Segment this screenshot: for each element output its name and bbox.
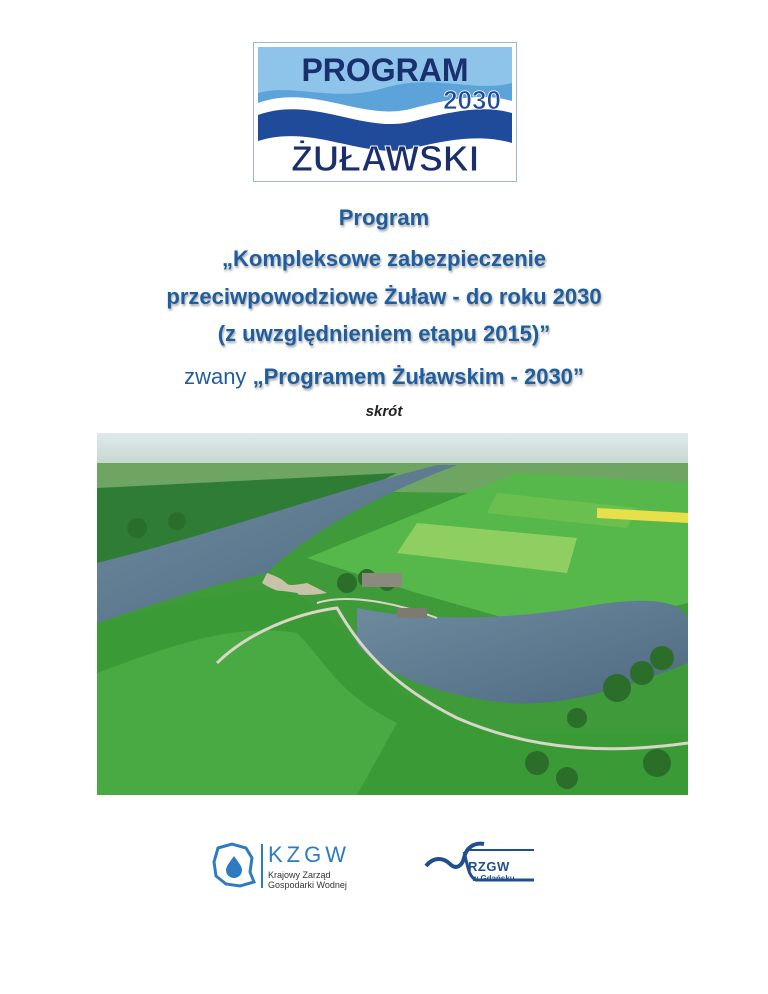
kzgw-name: KZGW [268,842,350,867]
aerial-photo-graphic [97,433,688,795]
subtitle [40,362,728,392]
kzgw-divider [261,844,263,888]
rzgw-name: RZGW [468,859,510,874]
kzgw-logo [212,842,372,890]
kzgw-full-name-line-2: Gospodarki Wodnej [268,880,347,890]
rzgw-location: w Gdańsku [472,874,515,883]
abstract-label: skrót [365,403,403,420]
logo-text-program: PROGRAM [301,52,469,88]
title-line-3: przeciwpowodziowe Żuław - do roku 2030 [166,284,602,309]
aerial-photo [97,433,688,795]
logo-text-year: 2030 [443,85,501,115]
rzgw-logo [424,836,554,892]
poland-map-icon [212,842,256,888]
subtitle-program-name: „Programem Żuławskim - 2030” [252,364,584,389]
subtitle-prefix: zwany [184,364,253,389]
logo-text-zulawski: ŻUŁAWSKI [291,138,479,179]
title-line-1: Program [338,205,430,230]
title-line-2: „Kompleksowe zabezpieczenie [222,246,546,271]
title-line-4: (z uwzględnieniem etapu 2015)” [217,321,551,346]
logo-graphic [254,43,516,181]
program-logo [253,42,517,182]
kzgw-full-name-line-1: Krajowy Zarząd [268,870,331,880]
